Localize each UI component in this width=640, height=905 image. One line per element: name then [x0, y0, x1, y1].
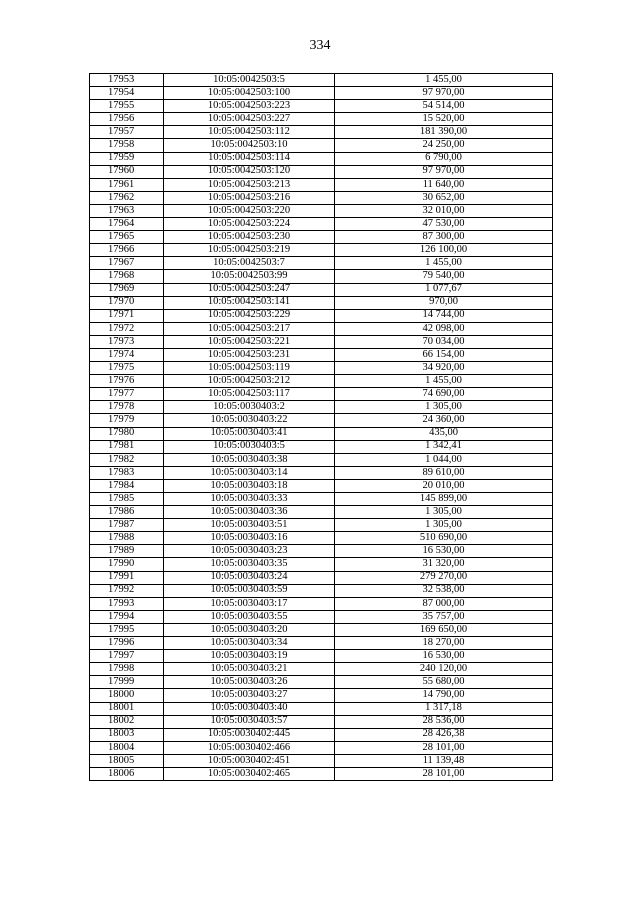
row-number-cell: 17968 [90, 270, 164, 283]
row-number-cell: 17973 [90, 335, 164, 348]
value-cell: 240 120,00 [335, 663, 553, 676]
row-number-cell: 17957 [90, 126, 164, 139]
value-cell: 14 744,00 [335, 309, 553, 322]
value-cell: 126 100,00 [335, 244, 553, 257]
row-number-cell: 17995 [90, 623, 164, 636]
value-cell: 279 270,00 [335, 571, 553, 584]
value-cell: 1 455,00 [335, 74, 553, 87]
value-cell: 1 455,00 [335, 375, 553, 388]
row-number-cell: 17965 [90, 231, 164, 244]
cadastral-number-cell: 10:05:0030403:24 [164, 571, 335, 584]
cadastral-number-cell: 10:05:0042503:224 [164, 218, 335, 231]
table-row [90, 401, 553, 414]
value-cell: 1 077,67 [335, 283, 553, 296]
row-number-cell: 17958 [90, 139, 164, 152]
cadastral-number-cell: 10:05:0042503:99 [164, 270, 335, 283]
cadastral-number-cell: 10:05:0030402:451 [164, 754, 335, 767]
row-number-cell: 17966 [90, 244, 164, 257]
cadastral-number-cell: 10:05:0030403:5 [164, 440, 335, 453]
table-row [90, 754, 553, 767]
row-number-cell: 17996 [90, 637, 164, 650]
row-number-cell: 17984 [90, 479, 164, 492]
row-number-cell: 17989 [90, 545, 164, 558]
table-row [90, 479, 553, 492]
row-number-cell: 17979 [90, 414, 164, 427]
cadastral-number-cell: 10:05:0042503:5 [164, 74, 335, 87]
value-cell: 34 920,00 [335, 362, 553, 375]
row-number-cell: 17967 [90, 257, 164, 270]
value-cell: 42 098,00 [335, 322, 553, 335]
table-row [90, 270, 553, 283]
table-body [90, 74, 553, 781]
row-number-cell: 17954 [90, 87, 164, 100]
value-cell: 30 652,00 [335, 191, 553, 204]
table-row [90, 637, 553, 650]
value-cell: 89 610,00 [335, 466, 553, 479]
cadastral-number-cell: 10:05:0030403:55 [164, 610, 335, 623]
value-cell: 1 305,00 [335, 506, 553, 519]
table-row [90, 348, 553, 361]
cadastral-number-cell: 10:05:0030403:17 [164, 597, 335, 610]
row-number-cell: 18006 [90, 767, 164, 780]
row-number-cell: 17987 [90, 519, 164, 532]
table-row [90, 191, 553, 204]
value-cell: 18 270,00 [335, 637, 553, 650]
row-number-cell: 17971 [90, 309, 164, 322]
table-row [90, 767, 553, 780]
cadastral-number-cell: 10:05:0042503:216 [164, 191, 335, 204]
table-row [90, 335, 553, 348]
cadastral-number-cell: 10:05:0042503:227 [164, 113, 335, 126]
value-cell: 32 538,00 [335, 584, 553, 597]
row-number-cell: 18005 [90, 754, 164, 767]
value-cell: 1 455,00 [335, 257, 553, 270]
row-number-cell: 18004 [90, 741, 164, 754]
value-cell: 1 342,41 [335, 440, 553, 453]
table-row [90, 74, 553, 87]
cadastral-value-table [89, 73, 553, 781]
cadastral-number-cell: 10:05:0030403:36 [164, 506, 335, 519]
cadastral-number-cell: 10:05:0030403:38 [164, 453, 335, 466]
table-row [90, 322, 553, 335]
cadastral-number-cell: 10:05:0030403:19 [164, 650, 335, 663]
value-cell: 97 970,00 [335, 87, 553, 100]
cadastral-number-cell: 10:05:0030403:57 [164, 715, 335, 728]
table-row [90, 453, 553, 466]
table-row [90, 427, 553, 440]
value-cell: 14 790,00 [335, 689, 553, 702]
row-number-cell: 18002 [90, 715, 164, 728]
table-row [90, 296, 553, 309]
row-number-cell: 17986 [90, 506, 164, 519]
table-row [90, 545, 553, 558]
table-row [90, 204, 553, 217]
cadastral-number-cell: 10:05:0042503:100 [164, 87, 335, 100]
value-cell: 74 690,00 [335, 388, 553, 401]
value-cell: 28 426,38 [335, 728, 553, 741]
cadastral-number-cell: 10:05:0030403:40 [164, 702, 335, 715]
table-row [90, 663, 553, 676]
row-number-cell: 17976 [90, 375, 164, 388]
cadastral-number-cell: 10:05:0042503:141 [164, 296, 335, 309]
row-number-cell: 17955 [90, 100, 164, 113]
table-row [90, 650, 553, 663]
table-row [90, 375, 553, 388]
cadastral-number-cell: 10:05:0042503:247 [164, 283, 335, 296]
row-number-cell: 18003 [90, 728, 164, 741]
row-number-cell: 17959 [90, 152, 164, 165]
row-number-cell: 17970 [90, 296, 164, 309]
cadastral-number-cell: 10:05:0042503:223 [164, 100, 335, 113]
row-number-cell: 17998 [90, 663, 164, 676]
value-cell: 47 530,00 [335, 218, 553, 231]
value-cell: 66 154,00 [335, 348, 553, 361]
cadastral-number-cell: 10:05:0030403:27 [164, 689, 335, 702]
table-row [90, 584, 553, 597]
table-row [90, 506, 553, 519]
row-number-cell: 17980 [90, 427, 164, 440]
table-row [90, 493, 553, 506]
value-cell: 24 250,00 [335, 139, 553, 152]
value-cell: 32 010,00 [335, 204, 553, 217]
value-cell: 169 650,00 [335, 623, 553, 636]
table-row [90, 571, 553, 584]
row-number-cell: 17960 [90, 165, 164, 178]
row-number-cell: 17961 [90, 178, 164, 191]
value-cell: 16 530,00 [335, 650, 553, 663]
row-number-cell: 17975 [90, 362, 164, 375]
value-cell: 70 034,00 [335, 335, 553, 348]
table-row [90, 139, 553, 152]
row-number-cell: 17994 [90, 610, 164, 623]
table-row [90, 283, 553, 296]
row-number-cell: 17990 [90, 558, 164, 571]
table-row [90, 165, 553, 178]
row-number-cell: 17978 [90, 401, 164, 414]
value-cell: 20 010,00 [335, 479, 553, 492]
table-row [90, 689, 553, 702]
row-number-cell: 17985 [90, 493, 164, 506]
row-number-cell: 17982 [90, 453, 164, 466]
row-number-cell: 17962 [90, 191, 164, 204]
cadastral-number-cell: 10:05:0042503:220 [164, 204, 335, 217]
row-number-cell: 17981 [90, 440, 164, 453]
value-cell: 145 899,00 [335, 493, 553, 506]
value-cell: 97 970,00 [335, 165, 553, 178]
cadastral-number-cell: 10:05:0030403:35 [164, 558, 335, 571]
value-cell: 79 540,00 [335, 270, 553, 283]
row-number-cell: 17993 [90, 597, 164, 610]
cadastral-number-cell: 10:05:0030403:41 [164, 427, 335, 440]
value-cell: 1 305,00 [335, 519, 553, 532]
value-cell: 1 317,18 [335, 702, 553, 715]
cadastral-number-cell: 10:05:0030403:23 [164, 545, 335, 558]
row-number-cell: 17988 [90, 532, 164, 545]
value-cell: 1 044,00 [335, 453, 553, 466]
cadastral-number-cell: 10:05:0042503:229 [164, 309, 335, 322]
cadastral-number-cell: 10:05:0042503:112 [164, 126, 335, 139]
table-row [90, 257, 553, 270]
value-cell: 11 139,48 [335, 754, 553, 767]
page-number: 334 [309, 38, 331, 53]
table-row [90, 519, 553, 532]
cadastral-number-cell: 10:05:0042503:119 [164, 362, 335, 375]
table-row [90, 558, 553, 571]
cadastral-number-cell: 10:05:0042503:212 [164, 375, 335, 388]
cadastral-number-cell: 10:05:0042503:219 [164, 244, 335, 257]
table-row [90, 623, 553, 636]
cadastral-number-cell: 10:05:0042503:221 [164, 335, 335, 348]
cadastral-number-cell: 10:05:0030403:21 [164, 663, 335, 676]
table-row [90, 610, 553, 623]
cadastral-number-cell: 10:05:0042503:114 [164, 152, 335, 165]
row-number-cell: 17977 [90, 388, 164, 401]
cadastral-number-cell: 10:05:0030402:466 [164, 741, 335, 754]
row-number-cell: 17992 [90, 584, 164, 597]
cadastral-number-cell: 10:05:0030403:33 [164, 493, 335, 506]
row-number-cell: 17953 [90, 74, 164, 87]
cadastral-number-cell: 10:05:0042503:213 [164, 178, 335, 191]
value-cell: 510 690,00 [335, 532, 553, 545]
table-row [90, 100, 553, 113]
cadastral-number-cell: 10:05:0042503:230 [164, 231, 335, 244]
cadastral-number-cell: 10:05:0030403:34 [164, 637, 335, 650]
value-cell: 24 360,00 [335, 414, 553, 427]
table-row [90, 244, 553, 257]
table-row [90, 676, 553, 689]
value-cell: 28 536,00 [335, 715, 553, 728]
cadastral-number-cell: 10:05:0030402:445 [164, 728, 335, 741]
value-cell: 181 390,00 [335, 126, 553, 139]
cadastral-number-cell: 10:05:0042503:7 [164, 257, 335, 270]
cadastral-number-cell: 10:05:0030403:22 [164, 414, 335, 427]
value-cell: 55 680,00 [335, 676, 553, 689]
row-number-cell: 18001 [90, 702, 164, 715]
value-cell: 28 101,00 [335, 741, 553, 754]
row-number-cell: 17963 [90, 204, 164, 217]
table-row [90, 466, 553, 479]
cadastral-number-cell: 10:05:0030403:14 [164, 466, 335, 479]
table-row [90, 741, 553, 754]
cadastral-number-cell: 10:05:0042503:117 [164, 388, 335, 401]
table-row [90, 178, 553, 191]
table-row [90, 152, 553, 165]
value-cell: 31 320,00 [335, 558, 553, 571]
value-cell: 87 000,00 [335, 597, 553, 610]
value-cell: 28 101,00 [335, 767, 553, 780]
cadastral-number-cell: 10:05:0042503:10 [164, 139, 335, 152]
table-row [90, 309, 553, 322]
value-cell: 16 530,00 [335, 545, 553, 558]
table-row [90, 414, 553, 427]
cadastral-number-cell: 10:05:0030402:465 [164, 767, 335, 780]
cadastral-number-cell: 10:05:0042503:120 [164, 165, 335, 178]
cadastral-number-cell: 10:05:0030403:51 [164, 519, 335, 532]
row-number-cell: 17972 [90, 322, 164, 335]
cadastral-number-cell: 10:05:0030403:16 [164, 532, 335, 545]
table-row [90, 702, 553, 715]
cadastral-number-cell: 10:05:0030403:2 [164, 401, 335, 414]
value-cell: 970,00 [335, 296, 553, 309]
row-number-cell: 17974 [90, 348, 164, 361]
value-cell: 87 300,00 [335, 231, 553, 244]
cadastral-number-cell: 10:05:0042503:217 [164, 322, 335, 335]
cadastral-number-cell: 10:05:0030403:20 [164, 623, 335, 636]
value-cell: 435,00 [335, 427, 553, 440]
cadastral-number-cell: 10:05:0042503:231 [164, 348, 335, 361]
row-number-cell: 17999 [90, 676, 164, 689]
table-row [90, 728, 553, 741]
row-number-cell: 17983 [90, 466, 164, 479]
table-row [90, 231, 553, 244]
row-number-cell: 17964 [90, 218, 164, 231]
cadastral-number-cell: 10:05:0030403:26 [164, 676, 335, 689]
value-cell: 54 514,00 [335, 100, 553, 113]
table-row [90, 362, 553, 375]
value-cell: 35 757,00 [335, 610, 553, 623]
table-row [90, 113, 553, 126]
table-row [90, 597, 553, 610]
cadastral-number-cell: 10:05:0030403:18 [164, 479, 335, 492]
table-row [90, 388, 553, 401]
row-number-cell: 17956 [90, 113, 164, 126]
table-row [90, 87, 553, 100]
row-number-cell: 17997 [90, 650, 164, 663]
cadastral-number-cell: 10:05:0030403:59 [164, 584, 335, 597]
table-row [90, 218, 553, 231]
row-number-cell: 17991 [90, 571, 164, 584]
value-cell: 1 305,00 [335, 401, 553, 414]
table-row [90, 715, 553, 728]
row-number-cell: 18000 [90, 689, 164, 702]
table-row [90, 126, 553, 139]
row-number-cell: 17969 [90, 283, 164, 296]
table-row [90, 440, 553, 453]
value-cell: 11 640,00 [335, 178, 553, 191]
table-row [90, 532, 553, 545]
value-cell: 6 790,00 [335, 152, 553, 165]
value-cell: 15 520,00 [335, 113, 553, 126]
